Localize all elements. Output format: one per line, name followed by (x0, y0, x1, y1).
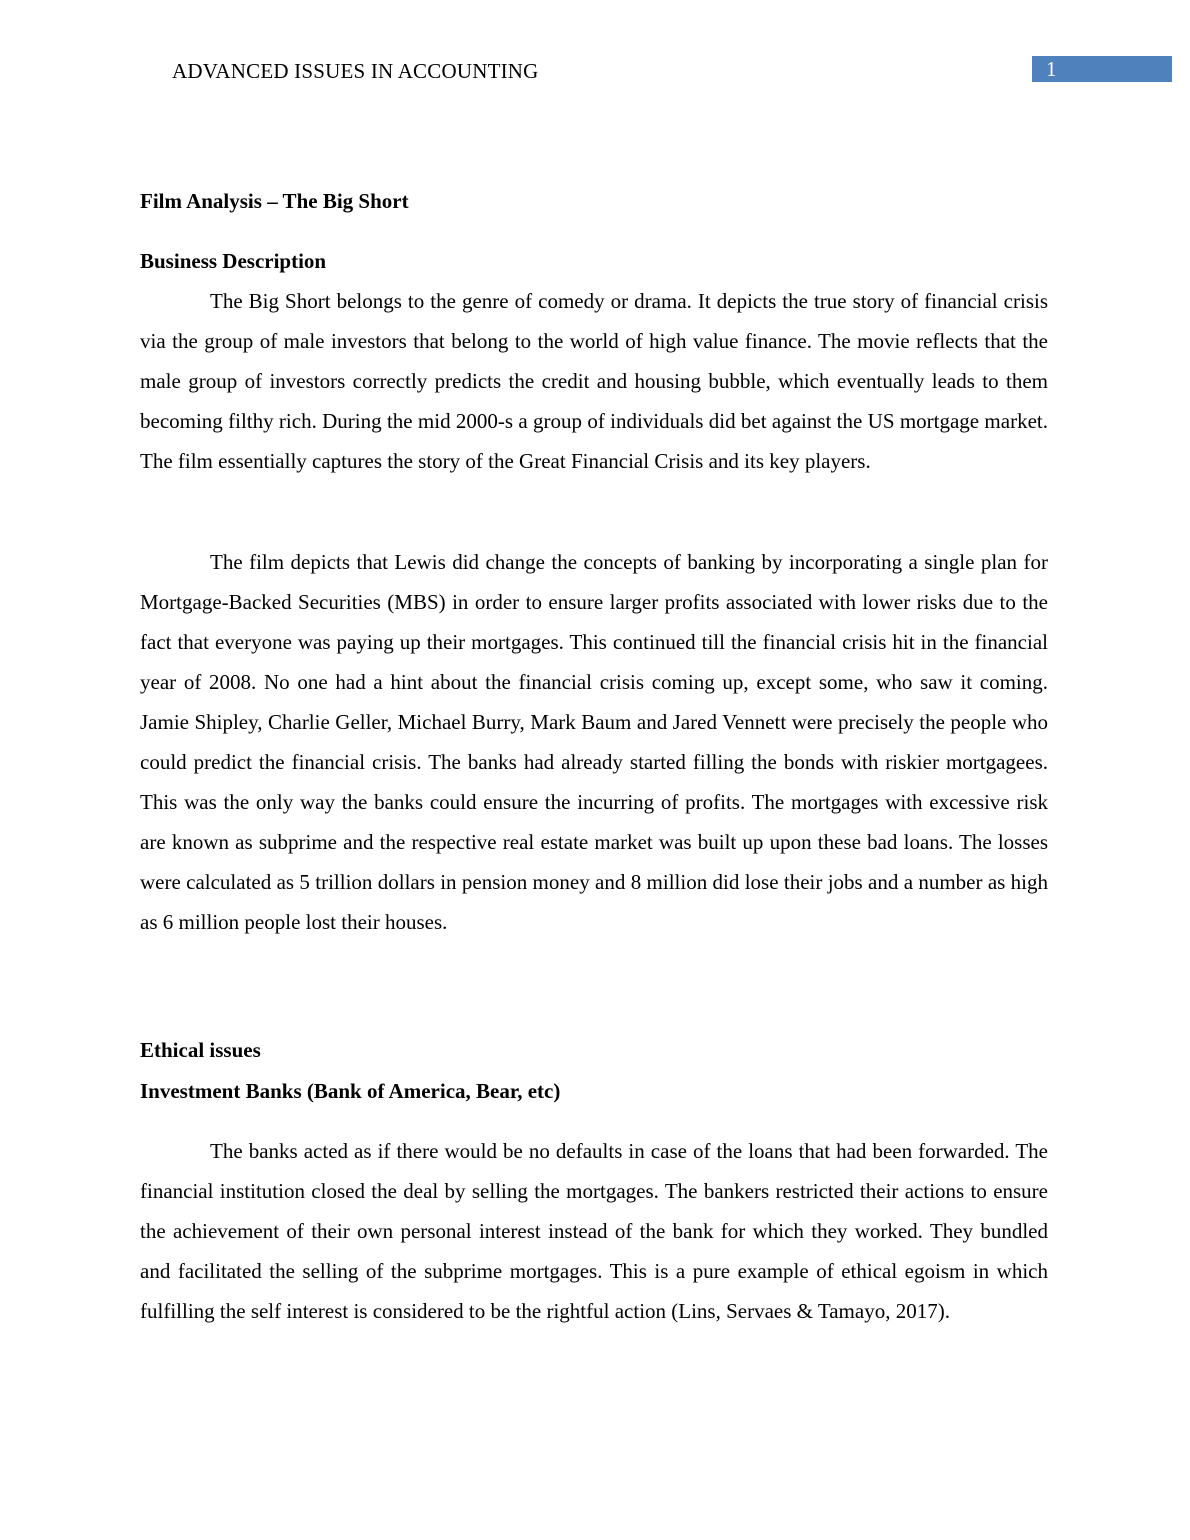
paragraph-business-1: The Big Short belongs to the genre of comedy or drama. It depicts the true story of financial crisis via the group of male investors that belong to the world of high value finance. The movie reflects that the male group of investors correctly predicts the credit and housing bubble, which eventually leads to them becoming filthy rich. During the mid 2000-s a group of individuals did bet against the US mortgage market. The film essentially captures the story of the Great Financial Crisis and its key players. (140, 289, 1048, 473)
page-number-box (1032, 56, 1172, 82)
section-heading-ethical: Ethical issues (140, 1038, 261, 1062)
paragraph-business-2: The film depicts that Lewis did change the concepts of banking by incorporating a single plan for Mortgage-Backed Securities (MBS) in order to ensure larger profits associated with lower risks due to the fact that everyone was paying up their mortgages. This continued till the financial crisis hit in the financial year of 2008. No one had a hint about the financial crisis coming up, except some, who saw it coming. Jamie Shipley, Charlie Geller, Michael Burry, Mark Baum and Jared Vennett were precisely the people who could predict the financial crisis. The banks had already started filling the bonds with riskier mortgagees. This was the only way the banks could ensure the incurring of profits. The mortgages with excessive risk are known as subprime and the respective real estate market was built up upon these bad loans. The losses were calculated as 5 trillion dollars in pension money and 8 million did lose their jobs and a number as high as 6 million people lost their houses. (140, 550, 1048, 934)
running-header: ADVANCED ISSUES IN ACCOUNTING (172, 59, 539, 83)
page-number: 1 (1046, 57, 1057, 81)
paragraph-ethical-1: The banks acted as if there would be no defaults in case of the loans that had been forwarded. The financial institution closed the deal by selling the mortgages. The bankers restricted their actions to ensure the achievement of their own personal interest instead of the bank for which they worked. They bundled and facilitated the selling of the subprime mortgages. This is a pure example of ethical egoism in which fulfilling the self interest is considered to be the rightful action (Lins, Servaes & Tamayo, 2017). (140, 1139, 1048, 1323)
subheading-investment-banks: Investment Banks (Bank of America, Bear, etc) (140, 1079, 561, 1103)
document-title: Film Analysis – The Big Short (140, 189, 409, 213)
section-heading-business: Business Description (140, 249, 327, 273)
